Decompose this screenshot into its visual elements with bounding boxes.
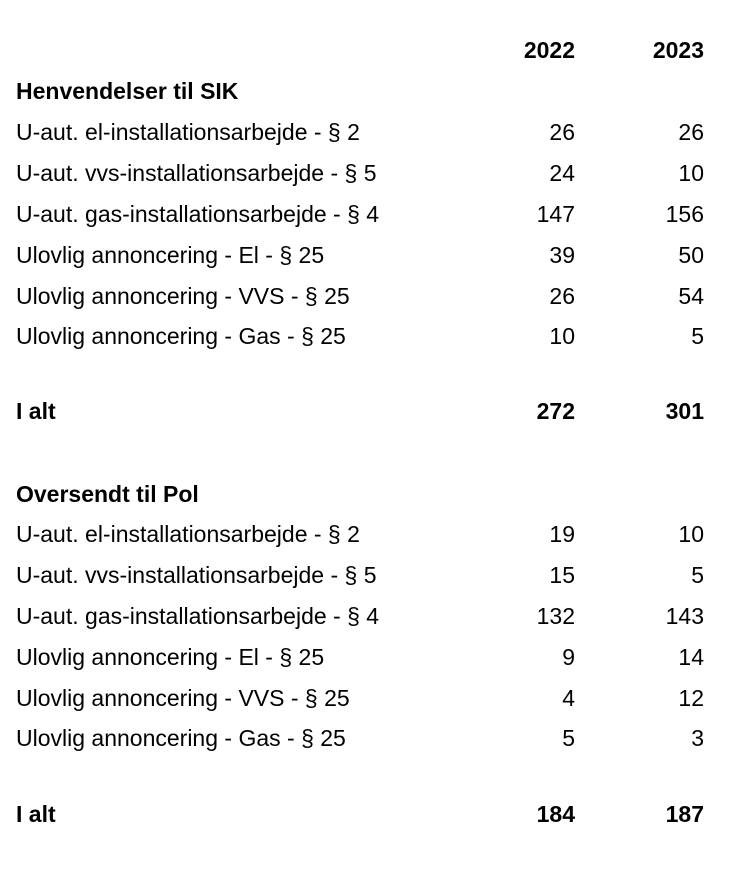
total-2023: 301: [665, 398, 704, 424]
section-title: Oversendt til Pol: [16, 481, 199, 507]
row-label: U-aut. vvs-installationsarbejde - § 5: [16, 160, 377, 186]
value-2022: 15: [549, 562, 575, 588]
table-row: [0, 596, 754, 636]
row-label: U-aut. gas-installationsarbejde - § 4: [16, 201, 380, 227]
row-label: U-aut. el-installationsarbejde - § 2: [16, 521, 360, 547]
table-row: [0, 678, 754, 718]
total-label: I alt: [16, 801, 56, 827]
section-title-row: [0, 474, 754, 514]
value-2022: 10: [549, 323, 575, 349]
value-2023: 26: [678, 119, 704, 145]
table-row: [0, 194, 754, 234]
section-title: Henvendelser til SIK: [16, 78, 239, 104]
value-2022: 4: [562, 685, 575, 711]
value-2023: 143: [665, 603, 704, 629]
value-2023: 5: [691, 323, 704, 349]
row-label: U-aut. vvs-installationsarbejde - § 5: [16, 562, 377, 588]
value-2022: 39: [549, 242, 575, 268]
table-row: [0, 276, 754, 316]
row-label: U-aut. gas-installationsarbejde - § 4: [16, 603, 380, 629]
value-2022: 147: [536, 201, 575, 227]
row-label: Ulovlig annoncering - Gas - § 25: [16, 323, 346, 349]
total-2022: 272: [536, 398, 575, 424]
section-title-row: [0, 71, 754, 111]
value-2023: 12: [678, 685, 704, 711]
year-header-row: [0, 30, 754, 70]
column-header-2023: 2023: [652, 37, 704, 63]
table-row: [0, 235, 754, 275]
table-row: [0, 514, 754, 554]
row-label: U-aut. el-installationsarbejde - § 2: [16, 119, 360, 145]
value-2022: 26: [549, 119, 575, 145]
total-2023: 187: [665, 801, 704, 827]
total-row: [0, 794, 754, 834]
value-2023: 5: [691, 562, 704, 588]
value-2023: 54: [678, 283, 704, 309]
value-2022: 9: [562, 644, 575, 670]
row-label: Ulovlig annoncering - El - § 25: [16, 644, 325, 670]
table-row: [0, 718, 754, 758]
value-2023: 10: [678, 160, 704, 186]
total-2022: 184: [536, 801, 575, 827]
value-2023: 10: [678, 521, 704, 547]
value-2023: 14: [678, 644, 704, 670]
total-row: [0, 391, 754, 431]
table-row: [0, 112, 754, 152]
column-header-2022: 2022: [523, 37, 575, 63]
value-2022: 24: [549, 160, 575, 186]
row-label: Ulovlig annoncering - VVS - § 25: [16, 685, 350, 711]
value-2023: 156: [665, 201, 704, 227]
table-row: [0, 153, 754, 193]
row-label: Ulovlig annoncering - VVS - § 25: [16, 283, 350, 309]
value-2022: 5: [562, 725, 575, 751]
total-label: I alt: [16, 398, 56, 424]
row-label: Ulovlig annoncering - Gas - § 25: [16, 725, 346, 751]
value-2022: 132: [536, 603, 575, 629]
row-label: Ulovlig annoncering - El - § 25: [16, 242, 325, 268]
value-2023: 3: [691, 725, 704, 751]
table-row: [0, 637, 754, 677]
value-2023: 50: [678, 242, 704, 268]
value-2022: 19: [549, 521, 575, 547]
table-row: [0, 555, 754, 595]
table-row: [0, 316, 754, 356]
value-2022: 26: [549, 283, 575, 309]
